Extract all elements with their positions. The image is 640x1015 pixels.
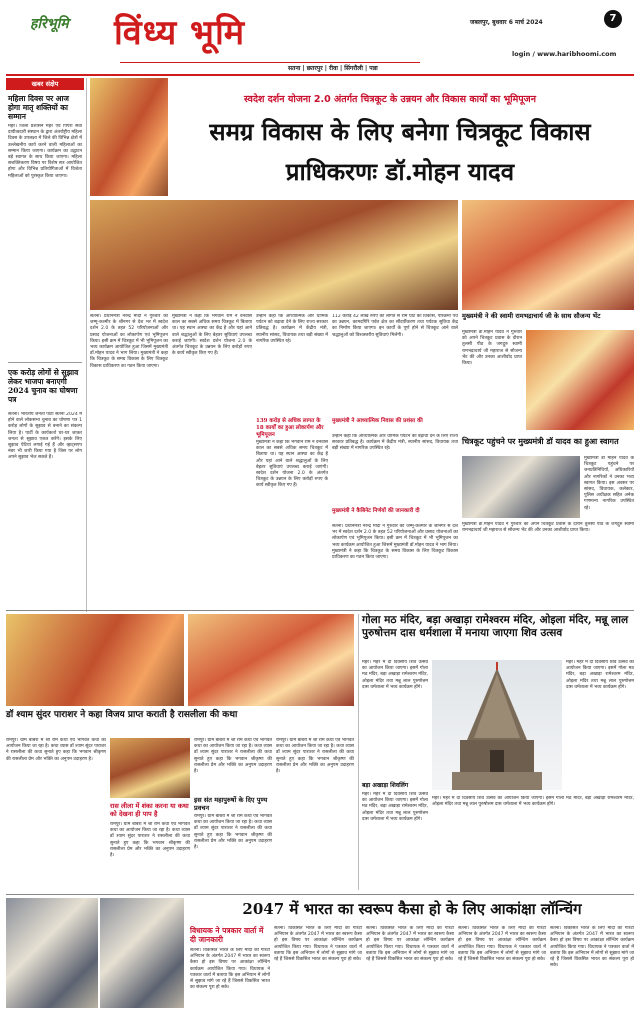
sidebar-column-rule — [86, 78, 87, 612]
masthead-rule — [6, 74, 634, 76]
mid-right-body2: मैहर। मैहर में दो दिवसीय शिव उत्सव का आयोजन किया जाएगा। इसमें गोला मठ मंदिर, बड़ा अखाड़ा रामेश्वरम मंदिर, ओइला मंदिर तथा मन्नू लाल पुरुषोत्तम दास धर्मशाला में भव्य कार्यक्रम होंगे। — [362, 792, 428, 822]
photo-mla-right — [100, 898, 184, 1008]
right-body2b: मुख्यमंत्री डॉ.मोहन यादव ने गुरुवार को अपने चित्रकूट प्रवास के दौरान तुलसी पीठ के जगद्गुरु स्वामी रामभद्राचार्य जी महाराज से सौजन्य भेंट की और उनका आशीर्वाद प्राप्त किया। — [462, 522, 634, 534]
bottom-body-1: सतना। विकसित भारत के लिए मोदी की गारंटी अभियान के अंतर्गत 2047 में भारत का स्वरूप कैसा हो इस विषय पर आकांक्षा लॉन्चिंग कार्यक्रम आयोजित किया गया। विधायक ने पत्रकार वार्ता में बताया कि इस अभियान में लोगों से सुझाव मांगे जा रहे हैं जिससे विकसित भारत का संकल्प पूरा हो सके। — [190, 948, 270, 991]
sidebar-divider — [8, 362, 82, 363]
photo-katha-crowd — [110, 738, 190, 798]
bottom-body-5: सतना। विकसित भारत के लिए मोदी की गारंटी अभियान के अंतर्गत 2047 में भारत का स्वरूप कैसा हो इस विषय पर आकांक्षा लॉन्चिंग कार्यक्रम आयोजित किया गया। विधायक ने पत्रकार वार्ता में बताया कि इस अभियान में लोगों से सुझाव मांगे जा रहे हैं जिससे विकसित भारत का संकल्प पूरा हो सके। — [550, 926, 634, 969]
lead-body-col1: सतना। प्रधानमंत्री नरेन्द्र मोदी ने गुरुवार को जम्मू-कश्मीर के श्रीनगर से देश भर में स्वदेश दर्शन 2.0 के तहत 52 परियोजनाओं और प्रसाद योजनाओं का लोकार्पण एवं भूमिपूजन किया। इसी क्रम में चित्रकूट में भी भूमिपूजन का भव्य कार्यक्रम आयोजित हुआ जिसमें मुख्यमंत्री डॉ.मोहन यादव ने भाग लिया। मुख्यमंत्री ने कहा कि चित्रकूट के समग्र विकास के लिए चित्रकूट विकास प्राधिकरण का गठन किया जाएगा। — [90, 314, 168, 369]
section-rule — [6, 610, 634, 611]
bottom-rule — [6, 894, 634, 895]
right-photo-meeting — [526, 330, 634, 430]
lead-body-col3: उन्होंने कहा कि आध्यात्मिक और धार्मिक पर्यटन को बढ़ावा देने के लिए राज्य सरकार प्रतिबद्ध है। कार्यक्रम में केंद्रीय मंत्री, स्थानीय सांसद, विधायक तथा बड़ी संख्या में नागरिक उपस्थित रहे। — [256, 314, 328, 344]
mid-subhead: इस संत महापुरुषों के दिए पुण्य प्रवचन — [194, 796, 268, 812]
bottom-left-headline: विधायक ने पत्रकार वार्ता में दी जानकारी — [190, 926, 264, 944]
lead-subhead: 139 करोड़ से अधिक लागत के 18 कार्यों का हुआ लोकार्पण और भूमिपूजन — [256, 418, 324, 438]
lead-photo-cm — [90, 78, 168, 196]
lead-subhead3: मुख्यमंत्री ने कैबिनेट निर्णयों की जानकारी दी — [332, 508, 420, 514]
mid-body-5: रामपुर। ग्राम बाबरा में श्री राम कथा एवं भागवत कथा का आयोजन किया जा रहा है। कथा व्यास डॉ श्याम सुंदर पाराशर ने रासलीला की कथा सुनाते हुए कहा कि भगवान श्रीकृष्ण की रासलीला प्रेम और भक्ति का अनुपम उदाहरण है। — [276, 738, 354, 775]
mid-caption-rasleela: रास लीला में शंका करना या कथा को देखना ही पाप है — [110, 802, 189, 818]
website[interactable]: login / www.haribhoomi.com — [512, 50, 617, 58]
mid-right-subhead: बड़ा अखाड़ा शिवलिंग — [362, 782, 409, 789]
right-body1: मुख्यमंत्री डॉ.मोहन यादव ने गुरुवार को अपने चित्रकूट प्रवास के दौरान तुलसी पीठ के जगद्गुरु स्वामी रामभद्राचार्य जी महाराज से सौजन्य भेंट की और उनका आशीर्वाद प्राप्त किया। — [462, 330, 522, 367]
bottom-body-2: सतना। विकसित भारत के लिए मोदी की गारंटी अभियान के अंतर्गत 2047 में भारत का स्वरूप कैसा हो इस विषय पर आकांक्षा लॉन्चिंग कार्यक्रम आयोजित किया गया। विधायक ने पत्रकार वार्ता में बताया कि इस अभियान में लोगों से सुझाव मांगे जा रहे हैं जिससे विकसित भारत का संकल्प पूरा हो सके। — [274, 926, 362, 963]
lead-body-col4c: सतना। प्रधानमंत्री नरेन्द्र मोदी ने गुरुवार को जम्मू-कश्मीर के श्रीनगर से देश भर में स्वदेश दर्शन 2.0 के तहत 52 परियोजनाओं और प्रसाद योजनाओं का लोकार्पण एवं भूमिपूजन किया। इसी क्रम में चित्रकूट में भी भूमिपूजन का भव्य कार्यक्रम आयोजित हुआ जिसमें मुख्यमंत्री डॉ.मोहन यादव ने भाग लिया। मुख्यमंत्री ने कहा कि चित्रकूट के समग्र विकास के लिए चित्रकूट विकास प्राधिकरण का गठन किया जाएगा। — [332, 524, 458, 561]
right-photo-welcome — [462, 456, 580, 518]
mid-left-body: रामपुर। ग्राम बाबरा में श्री राम कथा एवं भागवत कथा का आयोजन किया जा रहा है। कथा व्यास डॉ श्याम सुंदर पाराशर ने रासलीला की कथा सुनाते हुए कहा कि भगवान श्रीकृष्ण की रासलीला प्रेम और भक्ति का अनुपम उदाहरण है। — [6, 738, 106, 762]
lead-headline: समग्र विकास के लिए बनेगा चित्रकूट विकास प्राधिकरणः डॉ.मोहन यादव — [209, 117, 591, 186]
mid-body-4: रामपुर। ग्राम बाबरा में श्री राम कथा एवं भागवत कथा का आयोजन किया जा रहा है। कथा व्यास डॉ श्याम सुंदर पाराशर ने रासलीला की कथा सुनाते हुए कहा कि भगवान श्रीकृष्ण की रासलीला प्रेम और भक्ति का अनुपम उदाहरण है। — [194, 814, 272, 851]
mid-left-headline: डॉ श्याम सुंदर पाराशर ने कहा विजय प्राप्त कराती है रासलीला की कथा — [6, 710, 238, 720]
brand-logo: हरिभूमि — [30, 16, 69, 32]
right-caption2: चित्रकूट पहुंचने पर मुख्यमंत्री डॉ यादव का हुआ स्वागत — [462, 436, 619, 446]
photo-mla-left — [6, 898, 98, 1008]
photo-temple — [432, 660, 562, 790]
mid-right-body4: मैहर। मैहर में दो दिवसीय शिव उत्सव का आयोजन किया जाएगा। इसमें गोला मठ मंदिर, बड़ा अखाड़ा रामेश्वरम मंदिर, ओइला मंदिर तथा मन्नू लाल पुरुषोत्तम दास धर्मशाला में भव्य कार्यक्रम होंगे। — [432, 796, 634, 808]
mid-body-2: रामपुर। ग्राम बाबरा में श्री राम कथा एवं भागवत कथा का आयोजन किया जा रहा है। कथा व्यास डॉ श्याम सुंदर पाराशर ने रासलीला की कथा सुनाते हुए कहा कि भगवान श्रीकृष्ण की रासलीला प्रेम और भक्ति का अनुपम उदाहरण है। — [110, 822, 190, 859]
page-number: 7 — [604, 10, 622, 28]
region-bar — [120, 62, 420, 63]
mid-right-body1: मैहर। मैहर में दो दिवसीय शिव उत्सव का आयोजन किया जाएगा। इसमें गोला मठ मंदिर, बड़ा अखाड़ा रामेश्वरम मंदिर, ओइला मंदिर तथा मन्नू लाल पुरुषोत्तम दास धर्मशाला में भव्य कार्यक्रम होंगे। — [362, 660, 428, 690]
mid-body-3: रामपुर। ग्राम बाबरा में श्री राम कथा एवं भागवत कथा का आयोजन किया जा रहा है। कथा व्यास डॉ श्याम सुंदर पाराशर ने रासलीला की कथा सुनाते हुए कहा कि भगवान श्रीकृष्ण की रासलीला प्रेम और भक्ति का अनुपम उदाहरण है। — [194, 738, 272, 775]
sidebar-story2-body: सतना। भारतीय जनता पार्टी सतना 2024 में होने वाले लोकसभा चुनाव का घोषणा पत्र 1 करोड़ लोगों के सुझाव से बनाने का संकल्प लिया है। पार्टी के कार्यकर्ता घर-घर जाकर जनता से सुझाव एकत्र करेंगे। इसके लिए सुझाव पेटियां लगाई गई हैं और व्हाट्सएप नंबर भी जारी किया गया है जिस पर लोग अपने सुझाव भेज सकते हैं। — [8, 412, 82, 461]
lead-subhead2: मुख्यमंत्री ने आध्यात्मिक निवास की प्रशंसा की — [332, 418, 423, 424]
temple-illustration — [432, 660, 562, 790]
bottom-right-headline: 2047 में भारत का स्वरूप कैसा हो के लिए आकांक्षा लॉन्चिंग — [242, 900, 582, 918]
sidebar-label: खबर संक्षेप — [6, 78, 84, 90]
date-line: जबलपुर, बुधवार 6 मार्च 2024 — [470, 19, 543, 26]
lead-body-col2: मुख्यमंत्री ने कहा कि भगवान राम ने वनवास काल का सबसे अधिक समय चित्रकूट में बिताया था। यह स्थान आस्था का केंद्र है और यहां आने वाले श्रद्धालुओं के लिए बेहतर सुविधाएं उपलब्ध कराई जाएंगी। स्वदेश दर्शन योजना 2.0 के अंतर्गत चित्रकूट के उन्नयन के लिए करोड़ों रुपए के कार्य स्वीकृत किए गए हैं। — [172, 314, 252, 357]
masthead — [0, 0, 640, 64]
sidebar-story1-body: मैहर। जिला प्रशासन मैहर एवं पिपरा सेवा दायीत्वदारी संस्थान के द्वारा अंतर्राष्ट्रीय महिला दिवस के उपलक्ष्य में जिले की विभिन्न क्षेत्रों में उल्लेखनीय कार्य करने वाली महिलाओं का सम्मान किया जाएगा। कार्यक्रम का उद्घाटन बड़े स्वागत के साथ किया जाएगा। महिला सशक्तिकरण विषय पर विशेष सत्र आयोजित होगा और विभिन्न प्रतियोगिताओं में विजेता महिलाओं को पुरस्कृत किया जाएगा। — [8, 124, 82, 179]
bottom-body-3: सतना। विकसित भारत के लिए मोदी की गारंटी अभियान के अंतर्गत 2047 में भारत का स्वरूप कैसा हो इस विषय पर आकांक्षा लॉन्चिंग कार्यक्रम आयोजित किया गया। विधायक ने पत्रकार वार्ता में बताया कि इस अभियान में लोगों से सुझाव मांगे जा रहे हैं जिससे विकसित भारत का संकल्प पूरा हो सके। — [366, 926, 454, 963]
photo-rasleela — [188, 614, 354, 706]
lead-body-col3b: मुख्यमंत्री ने कहा कि भगवान राम ने वनवास काल का सबसे अधिक समय चित्रकूट में बिताया था। यह स्थान आस्था का केंद्र है और यहां आने वाले श्रद्धालुओं के लिए बेहतर सुविधाएं उपलब्ध कराई जाएंगी। स्वदेश दर्शन योजना 2.0 के अंतर्गत चित्रकूट के उन्नयन के लिए करोड़ों रुपए के कार्य स्वीकृत किए गए हैं। — [256, 440, 328, 489]
right-body2: मुख्यमंत्री डॉ मोहन यादव के चित्रकूट पहुंचने पर जनप्रतिनिधियों, अधिकारियों और नागरिकों ने उनका भव्य स्वागत किया। इस अवसर पर सांसद, विधायक, कलेक्टर, पुलिस अधीक्षक सहित अनेक गणमान्य नागरिक उपस्थित रहे। — [584, 456, 634, 511]
sidebar-story1-headline: महिला दिवस पर आज होगा मातृ शक्तियों का सम्मान — [8, 94, 69, 121]
lead-body-col4: 112 करोड़ 42 लाख रुपए की लागत से राम घाट का विकास, परिक्रमा पथ का उन्नयन, कामदगिरि पर्वत क्षेत्र का सौंदर्यीकरण तथा पर्यटक सुविधा केंद्र का निर्माण किया जाएगा। इन कार्यों के पूर्ण होने से चित्रकूट आने वाले श्रद्धालुओं को विश्वस्तरीय सुविधाएं मिलेंगी। — [332, 314, 458, 338]
right-caption1: मुख्यमंत्री ने की स्वामी रामभद्राचार्य जी के साथ सौजन्य भेंट — [462, 312, 601, 320]
mid-right-headline: गोला मठ मंदिर, बड़ा अखाड़ा रामेश्वरम मंदिर, ओइला मंदिर, मन्नू लाल पुरुषोत्तम दास धर्मशाला में मनाया जाएगा शिव उत्सव — [362, 614, 629, 639]
lead-kicker: स्वदेश दर्शन योजना 2.0 अंतर्गत चित्रकूट के उन्नयन और विकास कार्यों का भूमिपूजन — [243, 94, 537, 105]
bottom-body-4: सतना। विकसित भारत के लिए मोदी की गारंटी अभियान के अंतर्गत 2047 में भारत का स्वरूप कैसा हो इस विषय पर आकांक्षा लॉन्चिंग कार्यक्रम आयोजित किया गया। विधायक ने पत्रकार वार्ता में बताया कि इस अभियान में लोगों से सुझाव मांगे जा रहे हैं जिससे विकसित भारत का संकल्प पूरा हो सके। — [458, 926, 546, 963]
photo-katha-stage — [6, 614, 184, 706]
lead-photo-rambhadracharya — [462, 200, 634, 310]
mid-column-rule — [358, 614, 359, 890]
lead-body-col4b: उन्होंने कहा कि आध्यात्मिक और धार्मिक पर्यटन को बढ़ावा देने के लिए राज्य सरकार प्रतिबद्ध है। कार्यक्रम में केंद्रीय मंत्री, स्थानीय सांसद, विधायक तथा बड़ी संख्या में नागरिक उपस्थित रहे। — [332, 434, 458, 452]
mid-right-body3: मैहर। मैहर में दो दिवसीय शिव उत्सव का आयोजन किया जाएगा। इसमें गोला मठ मंदिर, बड़ा अखाड़ा रामेश्वरम मंदिर, ओइला मंदिर तथा मन्नू लाल पुरुषोत्तम दास धर्मशाला में भव्य कार्यक्रम होंगे। — [566, 660, 634, 690]
region-list: सतना | छतरपुर | रीवा | सिंगरौली | पन्ना — [288, 65, 378, 72]
lead-photo-event — [90, 200, 458, 310]
edition-title: विंध्य भूमि — [114, 13, 246, 53]
sidebar-story2-headline: एक करोड़ लोगों से सुझाव लेकर भाजपा बनाएगी 2024 चुनाव का घोषणा पत्र — [8, 368, 79, 404]
sidebar — [6, 78, 84, 608]
